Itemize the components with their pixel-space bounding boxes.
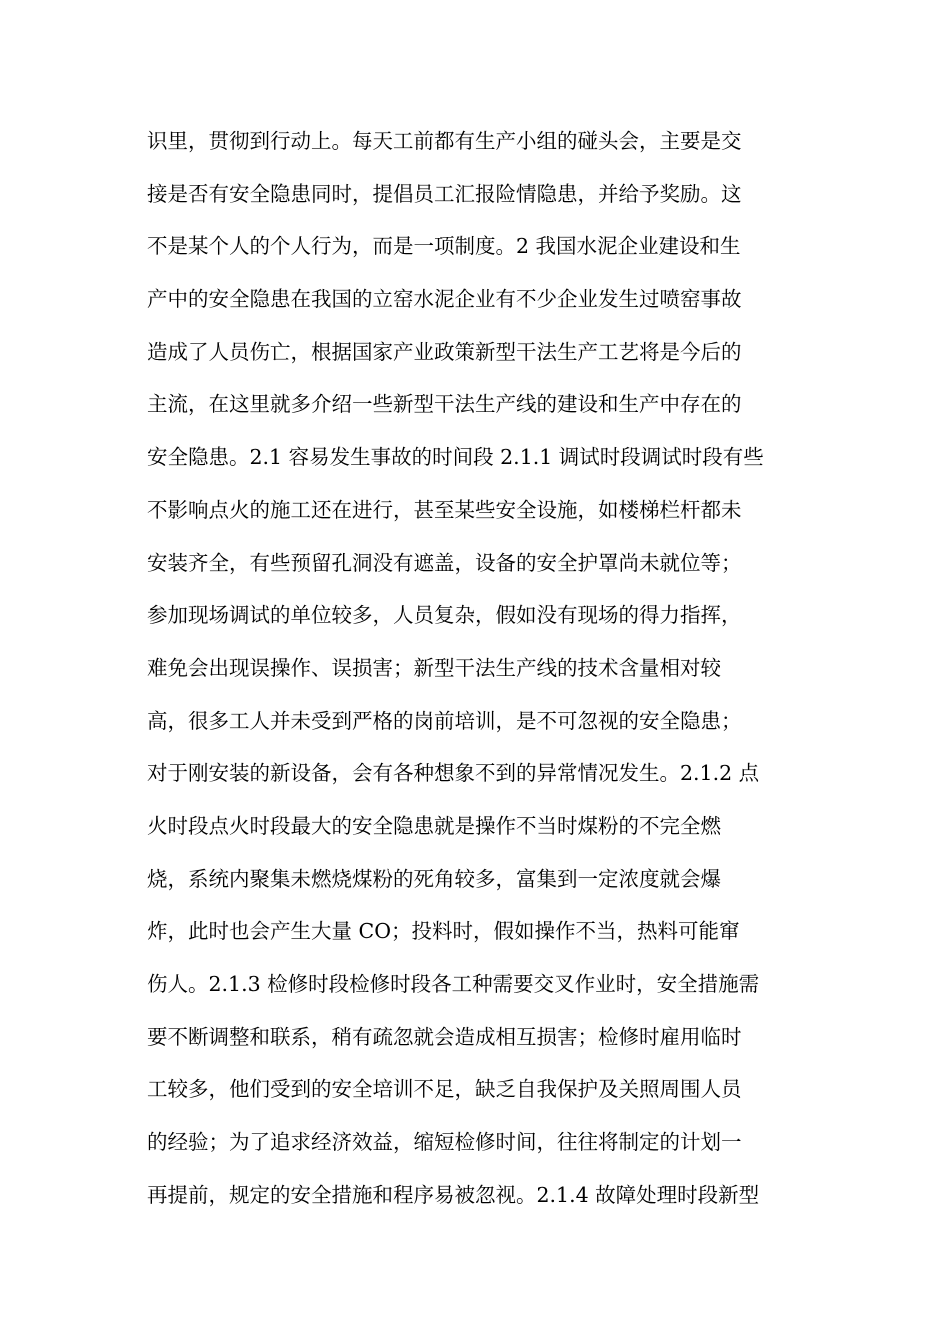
- text-line: 伤人。2.1.3 检修时段检修时段各工种需要交叉作业时，安全措施需: [147, 972, 760, 996]
- text-line: 难免会出现误操作、误损害；新型干法生产线的技术含量相对较: [147, 655, 721, 680]
- text-line: 造成了人员伤亡，根据国家产业政策新型干法生产工艺将是今后的: [147, 339, 742, 364]
- text-line: 工较多，他们受到的安全培训不足，缺乏自我保护及关照周围人员: [147, 1077, 742, 1102]
- text-line: 识里，贯彻到行动上。每天工前都有生产小组的碰头会，主要是交: [147, 129, 742, 153]
- text-line: 对于刚安装的新设备，会有各种想象不到的异常情况发生。2.1.2 点: [147, 761, 760, 786]
- text-line: 接是否有安全隐患同时，提倡员工汇报险情隐患，并给予奖励。这: [147, 181, 742, 206]
- text-line: 安装齐全，有些预留孔洞没有遮盖，设备的安全护罩尚未就位等；: [147, 550, 742, 575]
- text-line: 的经验；为了追求经济效益，缩短检修时间，往往将制定的计划一: [147, 1130, 742, 1155]
- body-text: [147, 115, 807, 1221]
- text-line: 高，很多工人并未受到严格的岗前培训，是不可忽视的安全隐患；: [147, 708, 742, 733]
- text-line: 产中的安全隐患在我国的立窑水泥企业有不少企业发生过喷窑事故: [147, 287, 742, 312]
- text-line: 炸，此时也会产生大量 CO；投料时，假如操作不当，热料可能窜: [147, 919, 740, 944]
- text-line: 不是某个人的个人行为，而是一项制度。2 我国水泥企业建设和生: [147, 234, 741, 259]
- text-line: 烧，系统内聚集未燃烧煤粉的死角较多，富集到一定浓度就会爆: [147, 866, 721, 891]
- text-line: 主流，在这里就多介绍一些新型干法生产线的建设和生产中存在的: [147, 392, 742, 417]
- text-line: 参加现场调试的单位较多，人员复杂，假如没有现场的得力指挥，: [147, 603, 742, 628]
- text-line: 再提前，规定的安全措施和程序易被忽视。2.1.4 故障处理时段新型: [147, 1182, 760, 1207]
- text-line: 安全隐患。2.1 容易发生事故的时间段 2.1.1 调试时段调试时段有些: [147, 445, 764, 470]
- text-line: 要不断调整和联系，稍有疏忽就会造成相互损害；检修时雇用临时: [147, 1024, 742, 1049]
- text-line: 火时段点火时段最大的安全隐患就是操作不当时煤粉的不完全燃: [147, 813, 721, 838]
- text-line: 不影响点火的施工还在进行，甚至某些安全设施，如楼梯栏杆都未: [147, 497, 742, 522]
